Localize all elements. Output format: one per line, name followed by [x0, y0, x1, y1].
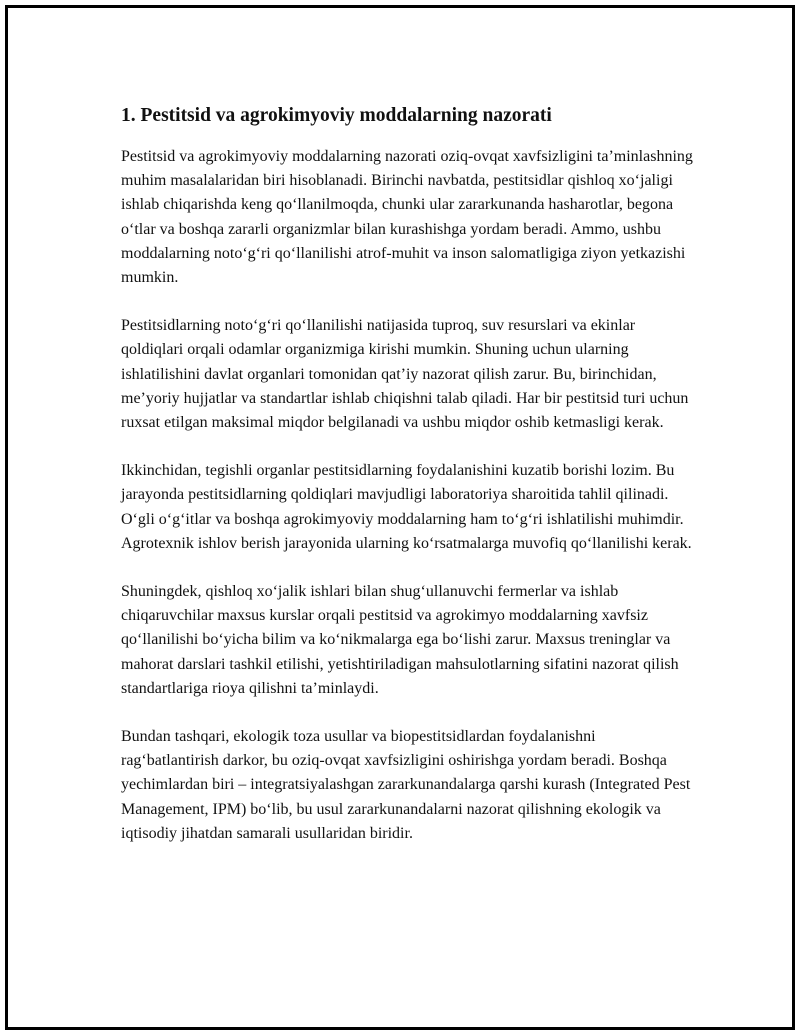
page-frame	[5, 5, 795, 1030]
document-body	[121, 103, 693, 870]
paragraph-3: Ikkinchidan, tegishli organlar pestitsidlarning foydalanishini kuzatib borishi lozim. Bu jarayonda pestitsidlarning qoldiqlari mavjudligi laboratoriya sharoitida tahlil qilinadi. O‘gli o‘g‘itlar va boshqa agrokimyoviy moddalarning ham to‘g‘ri ishlatilishi muhimdir. Agrotexnik ishlov berish jarayonida ularning ko‘rsatmalarga muvofiq qo‘llanilishi kerak.	[121, 462, 692, 552]
paragraph-1: Pestitsid va agrokimyoviy moddalarning nazorati oziq-ovqat xavfsizligini ta’minlashning muhim masalalaridan biri hisoblanadi. Birinchi navbatda, pestitsidlar qishloq xo‘jaligi ishlab chiqarishda keng qo‘llanilmoqda, chunki ular zararkunanda hasharotlar, begona o‘tlar va boshqa zararli organizmlar bilan kurashishga yordam beradi. Ammo, ushbu moddalarning noto‘g‘ri qo‘llanilishi atrof-muhit va inson salomatligiga ziyon yetkazishi mumkin.	[121, 148, 693, 287]
paragraph-4: Shuningdek, qishloq xo‘jalik ishlari bilan shug‘ullanuvchi fermerlar va ishlab chiqaruvchilar maxsus kurslar orqali pestitsid va agrokimyo moddalarning xavfsiz qo‘llanilishi bo‘yicha bilim va ko‘nikmalarga ega bo‘lishi zarur. Maxsus treninglar va mahorat darslari tashkil etilishi, yetishtiriladigan mahsulotlarning sifatini nazorat qilish standartlariga rioya qilishni ta’minlaydi.	[121, 583, 679, 697]
paragraph-2: Pestitsidlarning noto‘g‘ri qo‘llanilishi natijasida tuproq, suv resurslari va ekinlar qoldiqlari orqali odamlar organizmiga kirishi mumkin. Shuning uchun ularning ishlatilishini davlat organlari tomonidan qat’iy nazorat qilish zarur. Bu, birinchidan, me’yoriy hujjatlar va standartlar ishlab chiqishni talab qiladi. Har bir pestitsid turi uchun ruxsat etilgan maksimal miqdor belgilanadi va ushbu miqdor oshib ketmasligi kerak.	[121, 317, 689, 432]
paragraph-5: Bundan tashqari, ekologik toza usullar va biopestitsidlardan foydalanishni rag‘batlantirish darkor, bu oziq-ovqat xavfsizligini oshirishga yordam beradi. Boshqa yechimlardan biri – integratsiyalashgan zararkunandalarga qarshi kurash (Integrated Pest Management, IPM) bo‘lib, bu usul zararkunandalarni nazorat qilishning ekologik va iqtisodiy jihatdan samarali usullaridan biridir.	[121, 728, 691, 842]
section-heading: 1. Pestitsid va agrokimyoviy moddalarning nazorati	[121, 105, 552, 126]
